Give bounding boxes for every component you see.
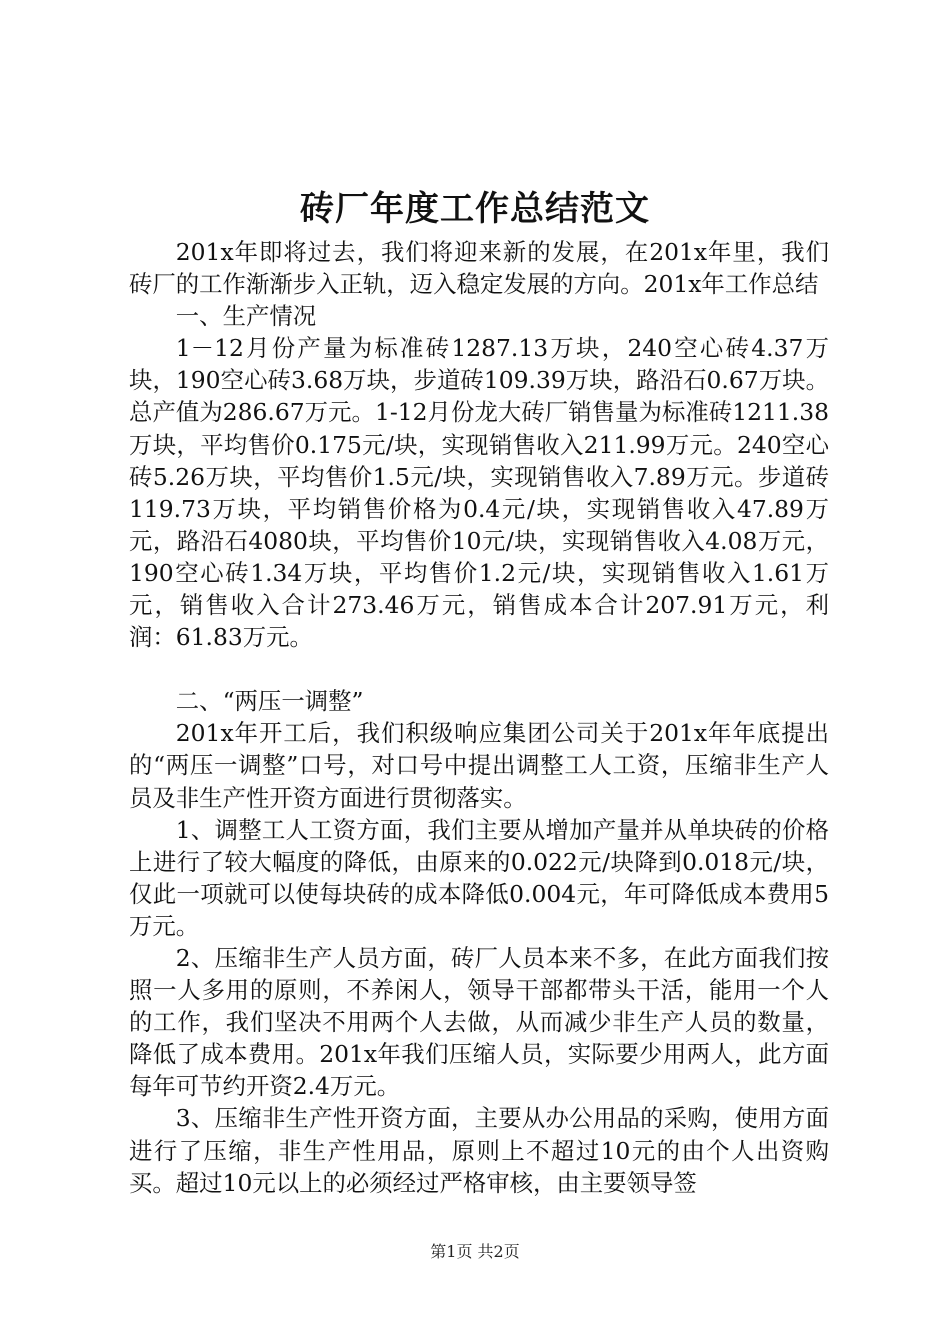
section-heading-production: 一、生产情况 <box>175 302 317 331</box>
document-title: 砖厂年度工作总结范文 <box>300 189 650 229</box>
page-footer: 第1页 共2页 <box>430 1242 520 1261</box>
paragraph-expenses: 3、压缩非生产性开资方面，主要从办公用品的采购，使用方面进行了压缩，非生产性用品，原则上不超过10元的由个人出资购买。超过10元以上的必须经过严格审核，由主要领导签 <box>129 1104 829 1197</box>
section-heading-adjustment: 二、“两压一调整” <box>175 687 364 716</box>
paragraph-intro: 201x年即将过去，我们将迎来新的发展，在201x年里，我们砖厂的工作渐渐步入正轨，迈入稳定发展的方向。201x年工作总结 <box>129 238 829 299</box>
document-body <box>129 236 829 1199</box>
paragraph-staff: 2、压缩非生产人员方面，砖厂人员本来不多，在此方面我们按照一人多用的原则，不养闲人，领导干部都带头干活，能用一个人的工作，我们坚决不用两个人去做，从而减少非生产人员的数量，降低了成本费用。201x年我们压缩人员，实际要少用两人，此方面每年可节约开资2.4万元。 <box>129 943 829 1101</box>
paragraph-spacer <box>129 653 829 685</box>
paragraph-adjustment-intro: 201x年开工后，我们积级响应集团公司关于201x年年底提出的“两压一调整”口号，对口号中提出调整工人工资，压缩非生产人员及非生产性开资方面进行贯彻落实。 <box>129 719 829 812</box>
paragraph-production: 1－12月份产量为标准砖1287.13万块，240空心砖4.37万块，190空心砖3.68万块，步道砖109.39万块，路沿石0.67万块。总产值为286.67万元。1-12月份龙大砖厂销售量为标准砖1211.38万块，平均售价0.175元/块，实现销售收入211.99万元。240空心砖5.26万块，平均售价1.5元/块，实现销售收入7.89万元。步道砖119.73万块，平均销售价格为0.4元/块，实现销售收入47.89万元，路沿石4080块，平均售价10元/块，实现销售收入4.08万元，190空心砖1.34万块，平均售价1.2元/块，实现销售收入1.61万元，销售收入合计273.46万元，销售成本合计207.91万元，利润：61.83万元。 <box>129 334 829 652</box>
paragraph-wages: 1、调整工人工资方面，我们主要从增加产量并从单块砖的价格上进行了较大幅度的降低，由原来的0.022元/块降到0.018元/块，仅此一项就可以使每块砖的成本降低0.004元，年可降低成本费用5万元。 <box>129 815 829 940</box>
